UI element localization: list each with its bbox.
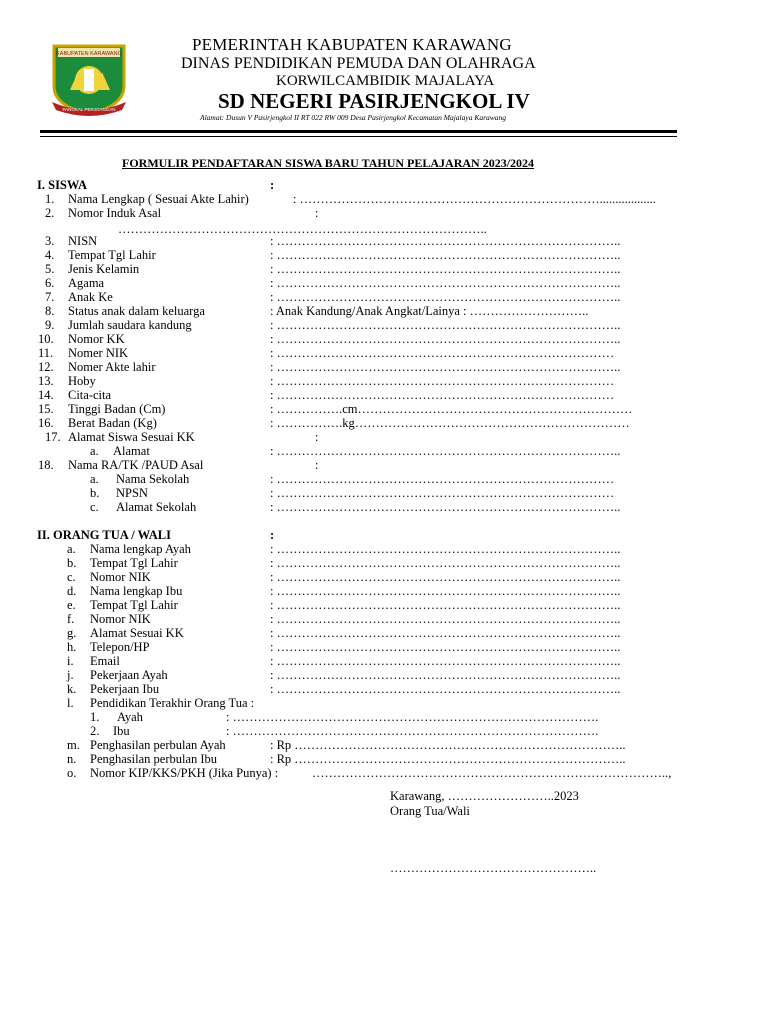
- wali-field-value[interactable]: : …………………………………………………………………………….: [226, 724, 599, 738]
- siswa-field-label: Nomer NIK: [68, 346, 129, 360]
- siswa-field-value[interactable]: : ………………………………………………………………………: [270, 346, 615, 360]
- wali-field-label: Penghasilan perbulan Ayah: [90, 738, 226, 752]
- siswa-field-value[interactable]: : ………………………………………………………………………..: [270, 360, 621, 374]
- wali-field-value[interactable]: : ………………………………………………………………………..: [270, 640, 621, 654]
- siswa-field-number: 18.: [38, 458, 54, 472]
- wali-field-label: Pendidikan Terakhir Orang Tua :: [90, 696, 255, 710]
- siswa-field-value[interactable]: : ………………………………………………………………………..: [270, 290, 621, 304]
- siswa-field-value[interactable]: ……………………………………………………………………………..: [118, 222, 487, 236]
- siswa-field-label: Tempat Tgl Lahir: [68, 248, 156, 262]
- section-1-colon: :: [270, 178, 275, 192]
- siswa-field-value[interactable]: : ………………………………………………………………………..: [270, 262, 621, 276]
- wali-field-label: Telepon/HP: [90, 640, 150, 654]
- header-rule-thin: [40, 136, 677, 137]
- siswa-field-number: 10.: [38, 332, 54, 346]
- wali-field-value[interactable]: : ………………………………………………………………………..: [270, 668, 621, 682]
- wali-field-value[interactable]: : Rp ……………………………………………………………………..: [270, 752, 626, 766]
- siswa-field-label: Anak Ke: [68, 290, 113, 304]
- siswa-field-label: Tinggi Badan (Cm): [68, 402, 166, 416]
- siswa-field-number: 1.: [45, 192, 55, 206]
- siswa-field-number: 11.: [38, 346, 54, 360]
- regency-logo: [48, 42, 130, 118]
- school-address: Alamat: Dusun V Pasirjengkol II RT 022 RW 009 Desa Pasirjengkol Kecamatan Majalaya Karawang: [200, 113, 507, 122]
- wali-field-value[interactable]: : ………………………………………………………………………..: [270, 654, 621, 668]
- siswa-field-number: 13.: [38, 374, 54, 388]
- wali-field-label: Email: [90, 654, 120, 668]
- siswa-field-label: Nama Lengkap ( Sesuai Akte Lahir): [68, 192, 249, 206]
- wali-field-value[interactable]: : ………………………………………………………………………..: [270, 570, 621, 584]
- wali-field-label: Penghasilan perbulan Ibu: [90, 752, 218, 766]
- wali-field-value[interactable]: : Rp ……………………………………………………………………..: [270, 738, 626, 752]
- siswa-field-label: Jumlah saudara kandung: [68, 318, 192, 332]
- siswa-field-value[interactable]: : ………………………………………………………………………..: [270, 248, 621, 262]
- siswa-field-number: 15.: [38, 402, 54, 416]
- siswa-field-number: 12.: [38, 360, 54, 374]
- wali-field-number: j.: [67, 668, 74, 682]
- wali-field-label: Pekerjaan Ibu: [90, 682, 160, 696]
- wali-field-label: Nomor NIK: [90, 612, 151, 626]
- wali-field-value[interactable]: : ………………………………………………………………………..: [270, 542, 621, 556]
- wali-field-number: o.: [67, 766, 77, 780]
- siswa-field-number: c.: [90, 500, 99, 514]
- wali-field-number: a.: [67, 542, 76, 556]
- siswa-field-label: Agama: [68, 276, 105, 290]
- wali-field-number: d.: [67, 584, 77, 598]
- siswa-field-value[interactable]: : ………………………………………………………………………: [270, 472, 615, 486]
- siswa-field-label: Nomer Akte lahir: [68, 360, 156, 374]
- wali-field-value[interactable]: : ………………………………………………………………………..: [270, 626, 621, 640]
- siswa-field-value[interactable]: : ………………………………………………………………………..: [270, 444, 621, 458]
- siswa-field-value[interactable]: : …………….kg…………………………………………………………: [270, 416, 630, 430]
- header-line-3: KORWILCAMBIDIK MAJALAYA: [276, 73, 495, 89]
- wali-field-label: Ibu: [113, 724, 130, 738]
- wali-field-label: Pekerjaan Ayah: [90, 668, 168, 682]
- school-name: SD NEGERI PASIRJENGKOL IV: [218, 89, 530, 113]
- siswa-field-label: Hoby: [68, 374, 96, 388]
- siswa-field-number: b.: [90, 486, 100, 500]
- siswa-field-label: Status anak dalam keluarga: [68, 304, 205, 318]
- wali-field-label: Tempat Tgl Lahir: [90, 598, 178, 612]
- wali-field-value[interactable]: : …………………………………………………………………………….: [226, 710, 599, 724]
- wali-field-value[interactable]: …………………………………………………………………………..,: [312, 766, 672, 780]
- siswa-field-value[interactable]: : …………….cm…………………………………………………………: [270, 402, 633, 416]
- siswa-field-label: Nomor KK: [68, 332, 125, 346]
- siswa-field-label: Nama Sekolah: [116, 472, 190, 486]
- siswa-field-number: a.: [90, 472, 99, 486]
- siswa-field-value[interactable]: : ………………………………………………………………………: [270, 388, 615, 402]
- wali-field-number: 1.: [90, 710, 100, 724]
- siswa-field-value[interactable]: : ………………………………………………………………..................: [293, 192, 656, 206]
- form-title: FORMULIR PENDAFTARAN SISWA BARU TAHUN PELAJARAN 2023/2024: [122, 156, 535, 170]
- siswa-field-number: 14.: [38, 388, 54, 402]
- wali-field-number: n.: [67, 752, 77, 766]
- header-rule-thick: [40, 130, 677, 133]
- siswa-field-number: 4.: [45, 248, 55, 262]
- wali-field-label: Nama lengkap Ayah: [90, 542, 191, 556]
- wali-field-number: l.: [67, 696, 74, 710]
- logo-text-top: KABUPATEN KARAWANG: [56, 51, 122, 57]
- signature-place-date: Karawang, ……………………..2023: [390, 789, 579, 803]
- wali-field-number: g.: [67, 626, 77, 640]
- wali-field-value[interactable]: : ………………………………………………………………………..: [270, 612, 621, 626]
- siswa-field-label: Alamat Sekolah: [116, 500, 197, 514]
- header-line-2: DINAS PENDIDIKAN PEMUDA DAN OLAHRAGA: [181, 55, 536, 72]
- wali-field-number: b.: [67, 556, 77, 570]
- siswa-field-label: NPSN: [116, 486, 148, 500]
- siswa-field-number: 17.: [45, 430, 61, 444]
- logo-text-bottom: PANGKAL PERJOANGAN: [62, 107, 116, 112]
- siswa-field-number: 7.: [45, 290, 55, 304]
- siswa-field-value[interactable]: : ………………………………………………………………………..: [270, 318, 621, 332]
- section-2-heading: II. ORANG TUA / WALI: [37, 528, 171, 542]
- siswa-field-number: 5.: [45, 262, 55, 276]
- siswa-field-value[interactable]: : ………………………………………………………………………: [270, 486, 615, 500]
- siswa-field-value[interactable]: : ………………………………………………………………………..: [270, 332, 621, 346]
- siswa-field-value[interactable]: : ………………………………………………………………………..: [270, 500, 621, 514]
- siswa-field-value[interactable]: : ………………………………………………………………………..: [270, 276, 621, 290]
- siswa-field-number: a.: [90, 444, 99, 458]
- siswa-field-value[interactable]: : ………………………………………………………………………..: [270, 234, 621, 248]
- wali-field-label: Tempat Tgl Lahir: [90, 556, 178, 570]
- wali-field-label: Ayah: [117, 710, 143, 724]
- siswa-field-value[interactable]: : Anak Kandung/Anak Angkat/Lainya : ………………………..: [270, 304, 589, 318]
- siswa-field-value[interactable]: : ………………………………………………………………………: [270, 374, 615, 388]
- siswa-field-number: 3.: [45, 234, 55, 248]
- wali-field-value[interactable]: : ………………………………………………………………………..: [270, 556, 621, 570]
- wali-field-number: c.: [67, 570, 76, 584]
- siswa-field-number: 8.: [45, 304, 55, 318]
- wali-field-value[interactable]: : ………………………………………………………………………..: [270, 598, 621, 612]
- wali-field-label: Nomor KIP/KKS/PKH (Jika Punya) :: [90, 766, 279, 780]
- wali-field-number: k.: [67, 682, 77, 696]
- siswa-field-number: 6.: [45, 276, 55, 290]
- signature-line[interactable]: …………………………………………..: [390, 861, 597, 875]
- siswa-field-value[interactable]: :: [315, 458, 319, 472]
- siswa-field-value[interactable]: :: [315, 430, 319, 444]
- siswa-field-label: Berat Badan (Kg): [68, 416, 157, 430]
- wali-field-value[interactable]: : ………………………………………………………………………..: [270, 682, 621, 696]
- siswa-field-number: 2.: [45, 206, 55, 220]
- siswa-field-number: 9.: [45, 318, 55, 332]
- wali-field-label: Nama lengkap Ibu: [90, 584, 183, 598]
- siswa-field-label: Alamat: [113, 444, 150, 458]
- siswa-field-label: Alamat Siswa Sesuai KK: [68, 430, 195, 444]
- wali-field-value[interactable]: : ………………………………………………………………………..: [270, 584, 621, 598]
- signature-role: Orang Tua/Wali: [390, 804, 470, 818]
- siswa-field-label: Nomor Induk Asal: [68, 206, 162, 220]
- siswa-field-number: 16.: [38, 416, 54, 430]
- siswa-field-label: Jenis Kelamin: [68, 262, 140, 276]
- siswa-field-label: Cita-cita: [68, 388, 112, 402]
- wali-field-label: Alamat Sesuai KK: [90, 626, 184, 640]
- wali-field-label: Nomor NIK: [90, 570, 151, 584]
- wali-field-number: m.: [67, 738, 80, 752]
- section-1-heading: I. SISWA: [37, 178, 88, 192]
- header-line-1: PEMERINTAH KABUPATEN KARAWANG: [192, 35, 512, 54]
- siswa-field-value[interactable]: :: [315, 206, 319, 220]
- wali-field-number: f.: [67, 612, 75, 626]
- wali-field-number: h.: [67, 640, 77, 654]
- siswa-field-label: NISN: [68, 234, 98, 248]
- wali-field-number: i.: [67, 654, 74, 668]
- wali-field-number: 2.: [90, 724, 100, 738]
- wali-field-number: e.: [67, 598, 76, 612]
- siswa-field-label: Nama RA/TK /PAUD Asal: [68, 458, 204, 472]
- section-2-colon: :: [270, 528, 275, 542]
